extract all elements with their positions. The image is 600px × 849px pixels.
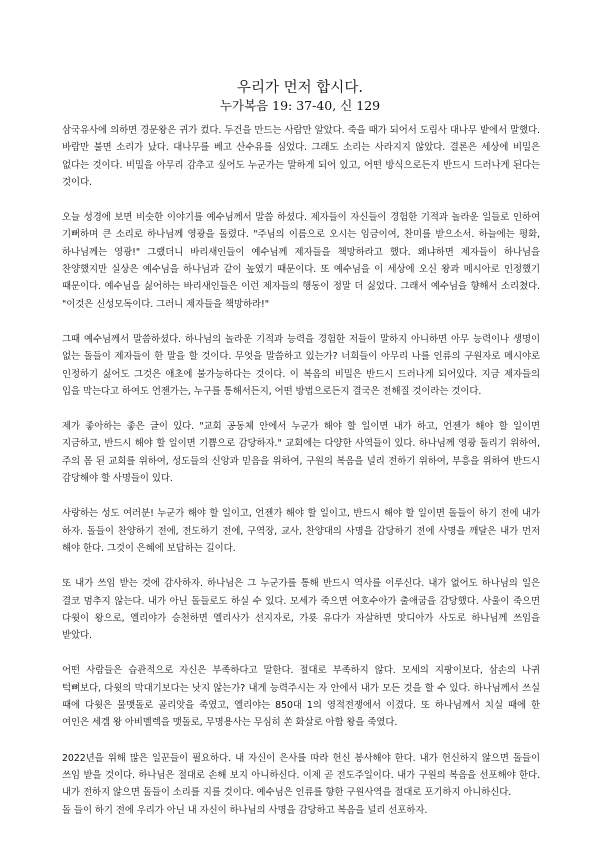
scripture-reference: 누가복음 19: 37-40, 신 129 xyxy=(219,98,381,113)
paragraph-gratitude: 또 내가 쓰임 받는 것에 감사하자. 하나님은 그 누군가를 통해 반드시 역사를 이루신다. 내가 없어도 하나님의 일은 결코 멈추지 않는다. 내가 아닌 돌들로도 하실 수 있다. 모세가 죽으면 여호수아가 출애굽을 감당했다. 사울이 죽으면 다윗이 왕으로, 엘리야가 승천하면 엘리사가 선지자로, 가룟 유다가 자살하면 맛디아가 사도로 하나님께 쓰임을 받았다. xyxy=(62,578,540,642)
document-body xyxy=(62,122,540,819)
paragraph-intro: 삼국유사에 의하면 경문왕은 귀가 컸다. 두건을 만드는 사람만 알았다. 죽을 때가 되어서 도림사 대나무 밭에서 말했다. 바람만 불면 소리가 났다. 대나무를 베고 산수유를 심었다. 그래도 소리는 사라지지 않았다. 결론은 세상에 비밀은 없다는 것이다. 비밀을 아무리 감추고 싶어도 누군가는 말하게 되어 있고, 어떤 방식으로든지 반드시 드러나게 된다는 것이다. xyxy=(62,125,540,188)
paragraph-2022-call: 2022년을 위해 많은 일꾼들이 필요하다. 내 자신이 은사를 따라 헌신 봉사해야 한다. 내가 헌신하지 않으면 돌들이 쓰임 받을 것이다. 하나님은 절대로 손해 보지 아니하신다. 이제 곧 전도주일이다. 내가 구원의 복음을 선포해야 한다. 내가 전하지 않으면 돌들이 소리를 지를 것이다. 예수님은 인류를 향한 구원사역을 절대로 포기하지 아니하신다. xyxy=(62,752,540,799)
paragraph-exhortation: 사랑하는 성도 여러분! 누군가 해야 할 일이고, 언젠가 해야 할 일이고, 반드시 해야 할 일이면 돌들이 하기 전에 내가 하자. 돌들이 찬양하기 전에, 전도하기 전에, 구역장, 교사, 찬양대의 사명을 감당하기 전에 사명을 깨달은 내가 먼저 해야 한다. 그것이 은혜에 보답하는 길이다. xyxy=(62,508,540,554)
paragraph-gospel-story: 오늘 성경에 보면 비슷한 이야기를 예수님께서 말씀 하셨다. 제자들이 자신들이 경험한 기적과 놀라운 일들로 인하여 기뻐하며 큰 소리로 하나님께 영광을 돌렸다. "주님의 이름으로 오시는 임금이여, 찬미를 받으소서. 하늘에는 평화, 하나님께는 영광!" 그랬더니 바리새인들이 예수님께 제자들을 책망하라고 했다. 왜냐하면 제자들이 하나님을 찬양했지만 실상은 예수님을 하나님과 같이 높였기 때문이다. 또 예수님을 이 세상에 오신 왕과 메시아로 인정했기 때문이다. 예수님을 싫어하는 바리새인들은 이런 제자들의 행동이 정말 더 싫었다. 그래서 예수님을 향해서 소리쳤다. "이것은 신성모독이다. 그러니 제자들을 책망하라!" xyxy=(62,212,540,310)
paragraph-jesus-reply: 그때 예수님께서 말씀하셨다. 하나님의 놀라운 기적과 능력을 경험한 저들이 말하지 아니하면 아무 능력이나 생명이 없는 돌들이 제자들이 한 말을 할 것이다. 무엇을 말씀하고 있는가? 너희들이 아무리 나를 인류의 구원자로 메시야로 인정하기 싫어도 그것은 애초에 불가능하다는 것이다. 이 복음의 비밀은 반드시 드러나게 되어있다. 지금 제자들의 입을 막는다고 하여도 언젠가는, 누구를 통해서든지, 어떤 방법으로든지 결국은 전해질 것이라는 것이다. xyxy=(62,333,540,397)
paragraph-closing: 돌 들이 하기 전에 우리가 아닌 내 자신이 하나님의 사명을 감당하고 복음을 널리 선포하자. xyxy=(62,804,428,816)
paragraph-favorite-quote: 제가 좋아하는 좋은 글이 있다. "교회 공동체 안에서 누군가 해야 할 일이면 내가 하고, 언젠가 해야 할 일이면 지금하고, 반드시 해야 할 일이면 기쁨으로 감당하자." 교회에는 다양한 사역들이 있다. 하나님께 영광 돌리기 위하여, 주의 몸 된 교회를 위하여, 성도들의 신앙과 믿음을 위하여, 구원의 복음을 널리 전하기 위하여, 부흥을 위하여 반드시 감당해야 할 사명들이 있다. xyxy=(62,421,540,485)
paragraph-not-lacking: 어떤 사람들은 습관적으로 자신은 부족하다고 말한다. 절대로 부족하지 않다. 모세의 지팡이보다, 삼손의 나귀 턱뼈보다, 다윗의 막대기보다는 낫지 않는가? 내게 능력주시는 자 안에서 내가 모든 것을 할 수 있다. 하나님께서 쓰실 때에 다윗은 물맷돌로 골리앗을 죽였고, 엘리야는 850대 1의 영적전쟁에서 이겼다. 또 하나님께서 치실 때에 한 여인은 세겜 왕 아비멜렉을 맷돌로, 무명용사는 무심히 쏜 화살로 아합 왕을 죽였다. xyxy=(62,665,540,729)
page-title: 우리가 먼저 합시다. xyxy=(237,80,363,96)
document-header xyxy=(0,78,600,114)
